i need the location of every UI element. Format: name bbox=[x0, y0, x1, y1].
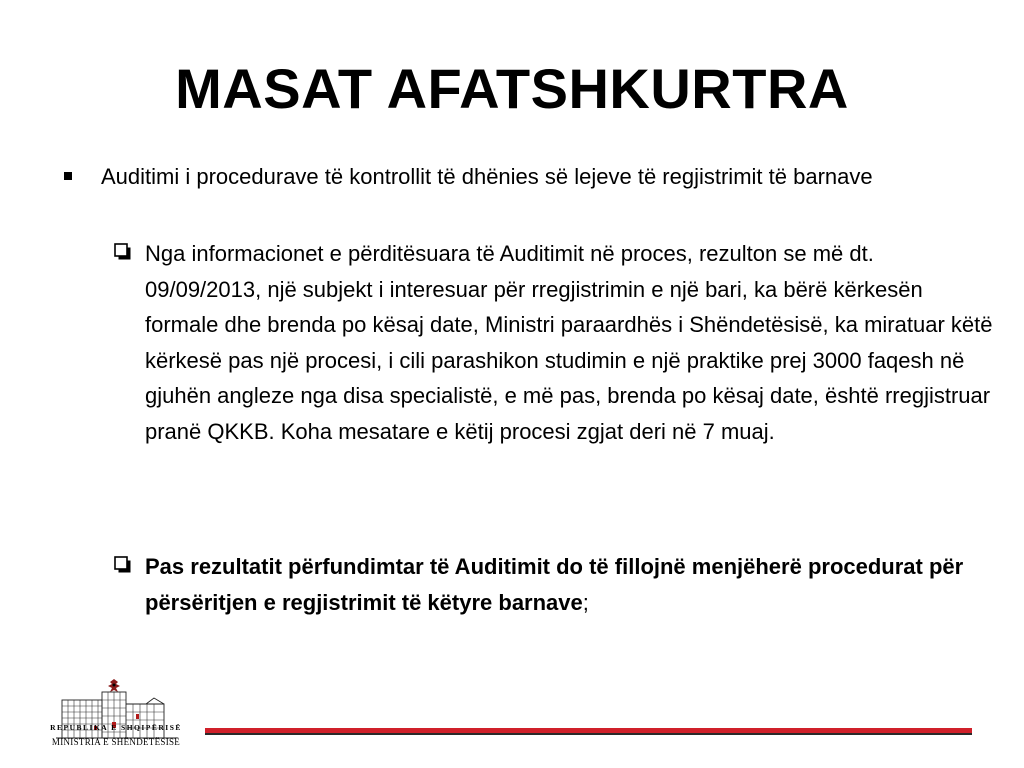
footer-divider bbox=[205, 728, 972, 735]
slide-title: MASAT AFATSHKURTRA bbox=[175, 57, 849, 120]
sub-bullet-item-audit-findings bbox=[114, 236, 994, 449]
logo-republic-text: REPUBLIKA E SHQIPËRISË bbox=[50, 723, 182, 732]
eagle-emblem-icon bbox=[108, 679, 120, 692]
footer-divider-dark bbox=[205, 733, 972, 735]
sub-bullet-item-reregistration bbox=[114, 549, 994, 620]
bullet-item-audit-procedures bbox=[64, 162, 1004, 192]
logo-ministry-text: MINISTRIA E SHËNDETËSISË bbox=[51, 737, 181, 747]
bullet-text: Auditimi i procedurave të kontrollit të dhënies së lejeve të regjistrimit të barnave bbox=[101, 164, 873, 189]
checkbox-bullet-icon bbox=[114, 243, 132, 261]
square-bullet-icon bbox=[64, 172, 72, 180]
sub-bullet-tail: ; bbox=[582, 589, 589, 615]
checkbox-bullet-icon bbox=[114, 556, 132, 574]
sub-bullet-text: Nga informacionet e përditësuara të Auditimit në proces, rezulton se më dt. 09/09/2013, një subjekt i interesuar për rregjistrimin e një bari, ka bërë kërkesën formale dhe brenda po kësaj date, Ministri paraardhës i Shëndetësisë, ka miratuar këtë kërkesë pas një procesi, i cili parashikon studimin e një praktike prej 3000 faqesh në gjuhën angleze nga disa specialistë, e më pas, brenda po kësaj date, është rregjistruar pranë QKKB. Koha mesatare e këtij procesi zgjat deri në 7 muaj. bbox=[145, 241, 993, 444]
sub-bullet-text bbox=[145, 549, 994, 620]
sub-bullet-bold-text: Pas rezultatit përfundimtar të Auditimit do të fillojnë menjëherë procedurat për përsëritjen e regjistrimit të këtyre barnave bbox=[145, 554, 964, 615]
